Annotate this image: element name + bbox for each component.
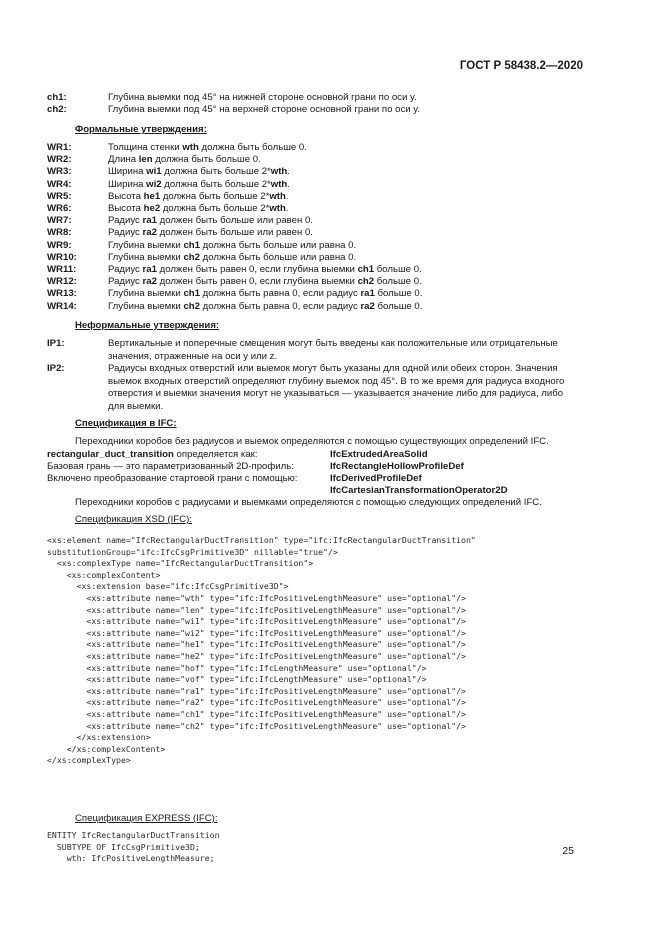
wr-label: WR9:	[47, 239, 72, 251]
ifc-spec-title: Спецификация в IFC:	[75, 418, 177, 429]
ch1-text: Глубина выемки под 45° на нижней стороне основной грани по оси y.	[108, 92, 417, 103]
wr-text: Длина len должна быть больше 0.	[108, 154, 261, 166]
wr-label: WR14:	[47, 300, 77, 312]
wr-text: Радиус ra2 должен быть равен 0, если глубина выемки ch2 больше 0.	[108, 276, 422, 288]
ip2-line-4: для выемки.	[108, 400, 164, 412]
wr-label: WR4:	[47, 178, 72, 190]
wr-label: WR5:	[47, 190, 72, 202]
wr-text: Высота he2 должна быть больше 2*wth.	[108, 203, 289, 214]
wr-label: WR7:	[47, 215, 72, 227]
xsd-spec-title: Спецификация XSD (IFC):	[75, 514, 192, 525]
wr-text: Радиус ra2 должен быть больше или равен 0.	[108, 227, 313, 239]
ip2-line-1: Радиусы входных отверстий или выемок могут быть указаны для одной или обеих сторон. Значения	[108, 363, 558, 374]
ifc-map-left-3: Включено преобразование стартовой грани с помощью:	[47, 473, 298, 484]
wr-label: WR3:	[47, 166, 72, 178]
wr-label: WR11:	[47, 264, 77, 275]
ip2-line-3: отверстия и выемки значения могут не указываться — указывается значение либо для радиуса, либо	[108, 388, 564, 399]
wr-label: WR6:	[47, 203, 72, 214]
ifc-map-right-1: IfcExtrudedAreaSolid	[330, 449, 428, 460]
wr-text: Ширина wi1 должна быть больше 2*wth.	[108, 166, 290, 178]
wr-text: Глубина выемки ch2 должна быть равна 0, если радиус ra2 больше 0.	[108, 300, 423, 312]
formal-statements-title: Формальные утверждения:	[75, 124, 207, 135]
ch2-text: Глубина выемки под 45° на верхней стороне основной грани по оси y.	[108, 104, 421, 115]
wr-text: Высота he1 должна быть больше 2*wth.	[108, 190, 289, 202]
ifc-map-right-3: IfcDerivedProfileDef	[330, 473, 422, 484]
wr-text: Радиус ra1 должен быть больше или равен 0.	[108, 215, 313, 227]
ip2-line-2: выемок входных отверстий определяют глубину выемок под 45°. В то же время для радиуса входного	[108, 375, 565, 387]
ifc-map-left-1: rectangular_duct_transition определяется как:	[47, 449, 258, 460]
ifc-map-right-4: IfcCartesianTransformationOperator2D	[330, 485, 508, 496]
wr-label: WR12:	[47, 276, 77, 288]
document-header: ГОСТ Р 58438.2—2020	[459, 60, 583, 72]
express-code-block: ENTITY IfcRectangularDuctTransition SUBTYPE OF IfcCsgPrimitive3D; wth: IfcPositiveLengthMeasure;	[47, 830, 220, 864]
wr-label: WR13:	[47, 288, 77, 300]
wr-label: WR2:	[47, 154, 72, 166]
ifc-map-left-2: Базовая грань — это параметризованный 2D-профиль:	[47, 461, 294, 472]
ifc-map-right-2: IfcRectangleHollowProfileDef	[330, 461, 464, 472]
wr-text: Глубина выемки ch1 должна быть равна 0, если радиус ra1 больше 0.	[108, 288, 423, 300]
wr-text: Глубина выемки ch1 должна быть больше или равна 0.	[108, 239, 357, 251]
ip2-label: IP2:	[47, 363, 65, 374]
informal-statements-title: Неформальные утверждения:	[75, 320, 220, 331]
wr-label: WR1:	[47, 142, 72, 153]
ifc-intro: Переходники коробов без радиусов и выемок определяются с помощью существующих определений IFC.	[75, 436, 549, 447]
wr-text: Толщина стенки wth должна быть больше 0.	[108, 142, 307, 153]
ch1-label: ch1:	[47, 92, 67, 103]
ip1-line-2: значения, отраженные на оси y или z.	[108, 350, 278, 362]
wr-text: Ширина wi2 должна быть больше 2*wth.	[108, 178, 290, 190]
wr-label: WR10:	[47, 251, 77, 263]
wr-text: Радиус ra1 должен быть равен 0, если глубина выемки ch1 больше 0.	[108, 264, 422, 275]
wr-list	[0, 142, 661, 317]
xsd-code-block: <xs:element name="IfcRectangularDuctTransition" type="ifc:IfcRectangularDuctTransition" substitutionGroup="ifc:IfcCsgPrimitive3D" nillable="true"/> <xs:complexType name="IfcRectangularDuctTransition"> <xs:complexContent> <xs:extension base="ifc:IfcCsgPrimitive3D"> <xs:attribute name="wth" type="ifc:IfcPositiveLengthMeasure" use="optional"/> <xs:attribute name="len" type="ifc:IfcPositiveLengthMeasure" use="optional"/> <xs:attribute name="wi1" type="ifc:IfcPositiveLengthMeasure" use="optional"/> <xs:attribute name="wi2" type="ifc:IfcPositiveLengthMeasure" use="optional"/> <xs:attribute name="he1" type="ifc:IfcPositiveLengthMeasure" use="optional"/> <xs:attribute name="he2" type="ifc:IfcPositiveLengthMeasure" use="optional"/> <xs:attribute name="hof" type="ifc:IfcLengthMeasure" use="optional"/> <xs:attribute name="vof" type="ifc:IfcLengthMeasure" use="optional"/> <xs:attribute name="ra1" type="ifc:IfcPositiveLengthMeasure" use="optional"/> <xs:attribute name="ra2" type="ifc:IfcPositiveLengthMeasure" use="optional"/> <xs:attribute name="ch1" type="ifc:IfcPositiveLengthMeasure" use="optional"/> <xs:attribute name="ch2" type="ifc:IfcPositiveLengthMeasure" use="optional"/> </xs:extension> </xs:complexContent> </xs:complexType>	[47, 535, 476, 766]
ifc-outro: Переходники коробов с радиусами и выемками определяются с помощью следующих определений IFC.	[75, 497, 542, 508]
page-number: 25	[562, 845, 574, 857]
ch2-label: ch2:	[47, 104, 67, 115]
wr-text: Глубина выемки ch2 должна быть больше или равна 0.	[108, 251, 357, 263]
ip1-label: IP1:	[47, 338, 65, 349]
ip1-line-1: Вертикальные и поперечные смещения могут быть введены как положительные или отрицательные	[108, 338, 558, 349]
wr-label: WR8:	[47, 227, 72, 239]
express-spec-title: Спецификация EXPRESS (IFC):	[75, 813, 218, 824]
